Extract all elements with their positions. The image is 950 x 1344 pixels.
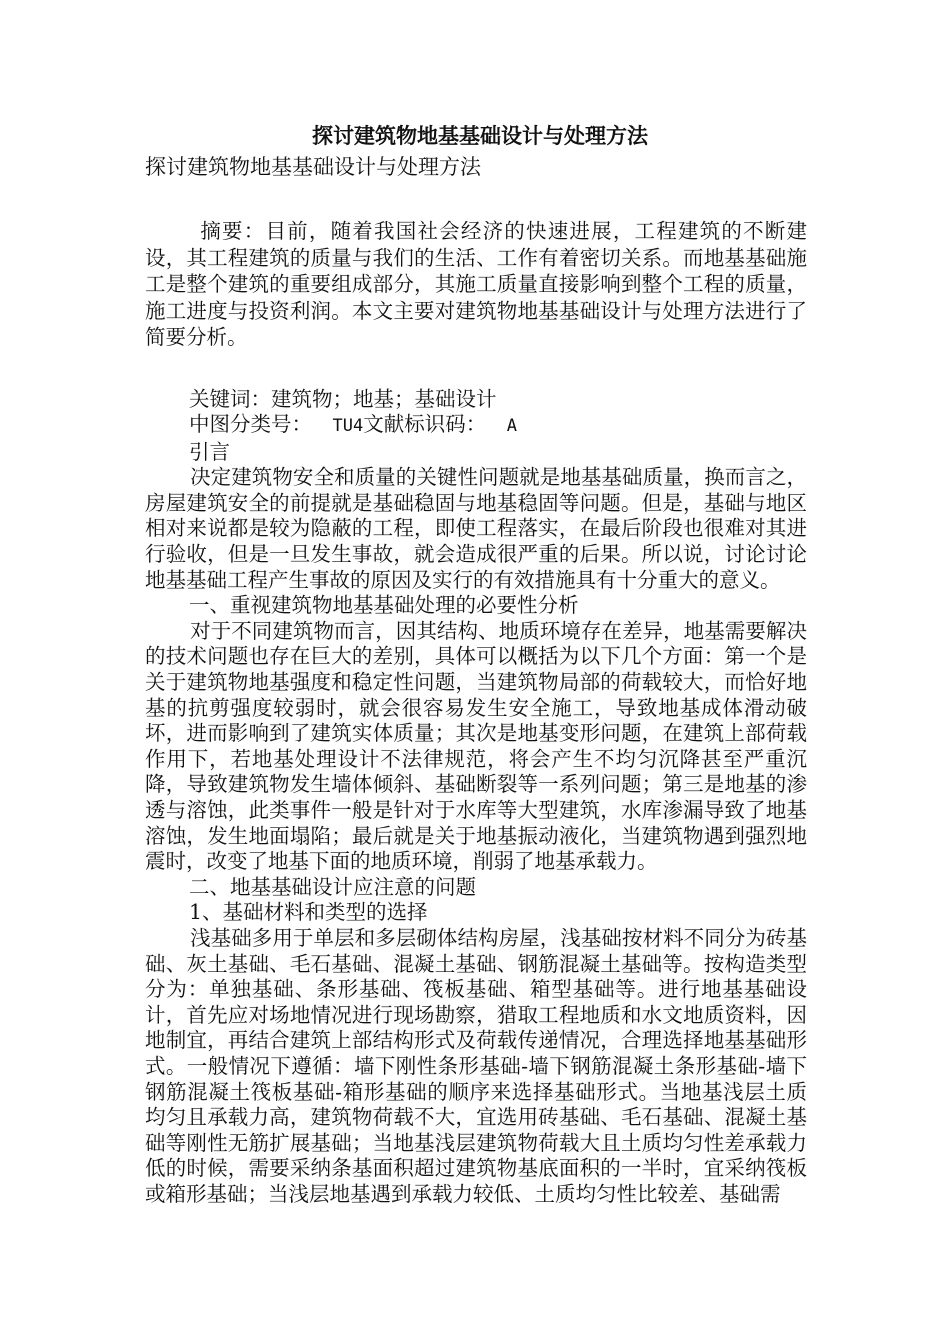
- classification-code: [312, 416, 363, 436]
- classification-label: 中图分类号：: [189, 412, 312, 437]
- intro-paragraph: 决定建筑物安全和质量的关键性问题就是地基基础质量，换而言之，房屋建筑安全的前提就是基础稳固与地基稳固等问题。但是，基础与地区相对来说都是较为隐蔽的工程，即使工程落实，在最后阶段也很难对其进行验收，但是一旦发生事故，就会造成很严重的后果。所以说，讨论讨论地基基础工程产生事故的原因及实行的有效措施具有十分重大的意义。: [145, 465, 807, 592]
- document-page: [145, 120, 807, 1208]
- abstract-paragraph: 摘要：目前，随着我国社会经济的快速进展，工程建筑的不断建设，其工程建筑的质量与我们的生活、工作有着密切关系。而地基基础施工是整个建筑的重要组成部分，其施工质量直接影响到整个工程的质量，施工进度与投资利润。本文主要对建筑物地基基础设计与处理方法进行了简要分析。: [145, 219, 807, 349]
- metadata-block: [145, 387, 807, 466]
- doc-id-code: [486, 416, 517, 436]
- subsection1-paragraph: 浅基础多用于单层和多层砌体结构房屋，浅基础按材料不同分为砖基础、灰土基础、毛石基础、混凝土基础、钢筋混凝土基础等。按构造类型分为：单独基础、条形基础、筏板基础、箱型基础等。进行地基基础设计，首先应对场地情况进行现场勘察，猎取工程地质和水文地质资料，因地制宜，再结合建筑上部结构形式及荷载传递情况，合理选择地基基础形式。一般情况下遵循：墙下刚性条形基础-墙下钢筋混凝土条形基础-墙下钢筋混凝土筏板基础-箱形基础的顺序来选择基础形式。当地基浅层土质均匀且承载力高，建筑物荷载不大，宜选用砖基础、毛石基础、混凝土基础等刚性无筋扩展基础；当地基浅层建筑物荷载大且土质均匀性差承载力低的时候，需要采纳条基面积超过建筑物基底面积的一半时，宜采纳筏板或箱形基础；当浅层地基遇到承载力较低、土质均匀性比较差、基础需: [145, 925, 807, 1206]
- doc-id-label: 文献标识码：: [363, 412, 487, 437]
- section1-heading: 一、重视建筑物地基基础处理的必要性分析: [189, 593, 579, 618]
- keywords-line: 关键词：建筑物；地基；基础设计: [189, 386, 497, 411]
- doc-id-code-value: A: [506, 416, 517, 437]
- document-title: 探讨建筑物地基基础设计与处理方法: [312, 123, 648, 148]
- classification-line: [145, 412, 807, 440]
- classification-code-value: TU4: [332, 416, 364, 437]
- section2-heading: 二、地基基础设计应注意的问题: [189, 874, 476, 899]
- section1-paragraph: 对于不同建筑物而言，因其结构、地质环境存在差异，地基需要解决的技术问题也存在巨大的差别，具体可以概括为以下几个方面：第一个是关于建筑物地基强度和稳定性问题，当建筑物局部的荷载较大，而恰好地基的抗剪强度较弱时，就会很容易发生安全施工，导致地基成体滑动破坏，进而影响到了建筑实体质量；其次是地基变形问题，在建筑上部荷载作用下，若地基处理设计不法律规范，将会产生不均匀沉降甚至严重沉降，导致建筑物发生墙体倾斜、基础断裂等一系列问题；第三是地基的渗透与溶蚀，此类事件一般是针对于水库等大型建筑，水库渗漏导致了地基溶蚀，发生地面塌陷；最后就是关于地基振动液化，当建筑物遇到强烈地震时，改变了地基下面的地质环境，削弱了地基承载力。: [145, 618, 807, 874]
- document-subtitle: 探讨建筑物地基基础设计与处理方法: [145, 155, 481, 179]
- intro-heading: 引言: [189, 439, 230, 464]
- subsection1-heading: 1、基础材料和类型的选择: [189, 900, 428, 925]
